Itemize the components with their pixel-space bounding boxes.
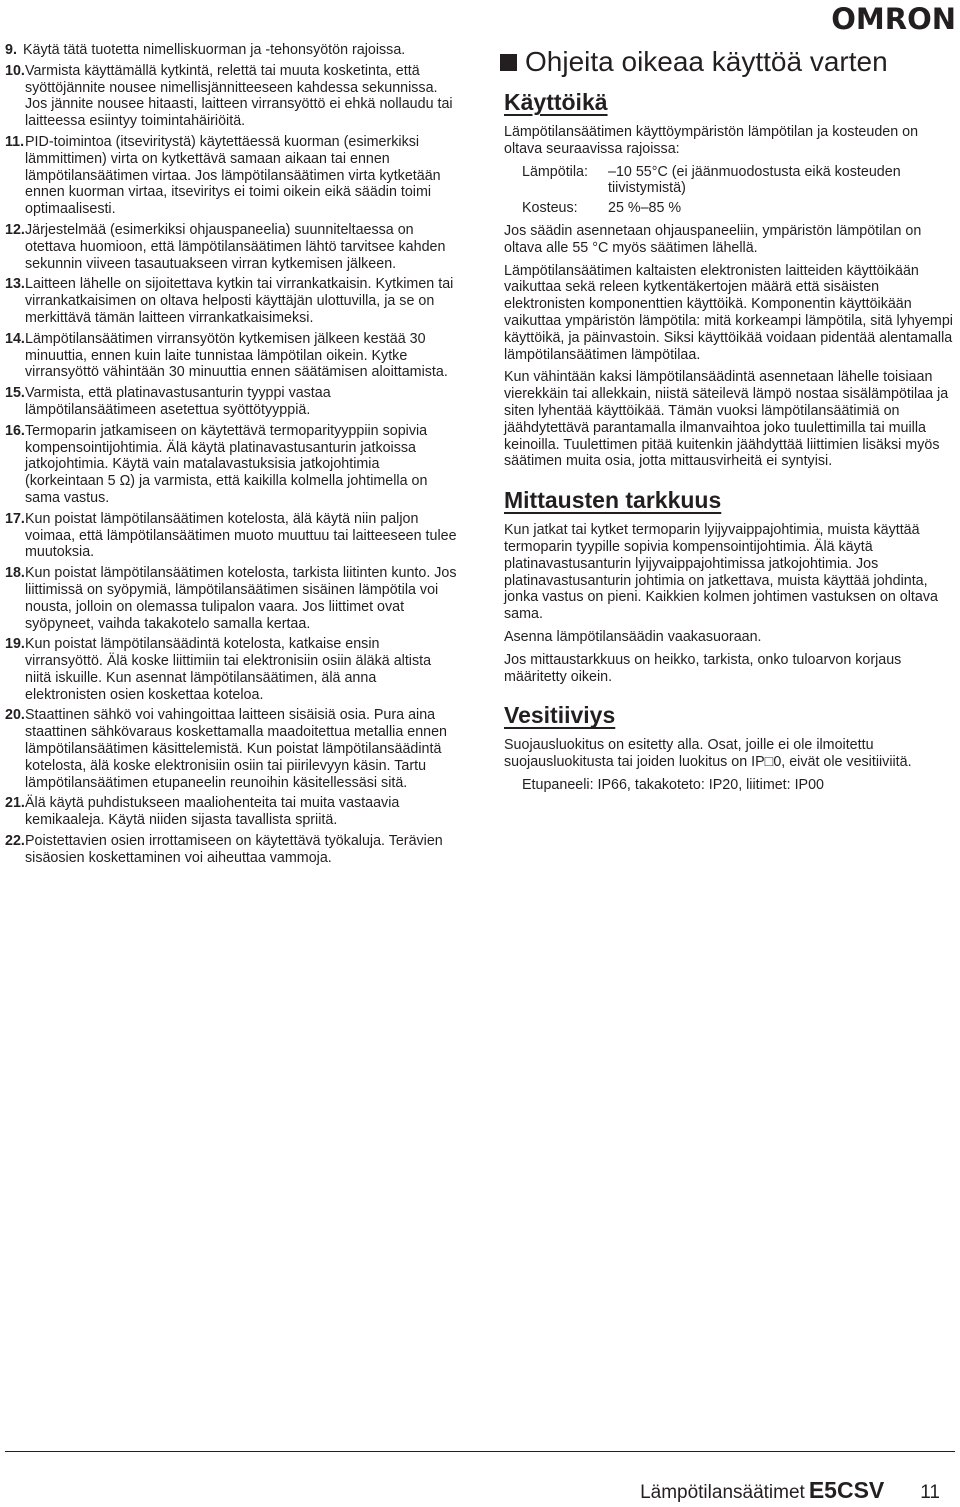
accuracy-paragraph: Jos mittaustarkkuus on heikko, tarkista, onko tuloarvon korjaus määritetty oikein.	[504, 651, 902, 685]
item-number: 20.	[5, 707, 25, 724]
waterproof-ratings: Etupaneeli: IP66, takakoteto: IP20, liitimet: IP00	[522, 776, 825, 793]
item-text: Kun poistat lämpötilansäätimen kotelosta, älä käytä niin paljon voimaa, että lämpötilansäätimen muoto muuttuu tai laitteeseen tulee muutoksia.	[25, 510, 457, 561]
item-text: Poistettavien osien irrottamiseen on käytettävä työkaluja. Terävien sisäosien koskettaminen voi aiheuttaa vammoja.	[25, 833, 443, 866]
main-heading	[500, 46, 959, 78]
accuracy-paragraph: Asenna lämpötilansäädin vaakasuoraan.	[504, 628, 762, 645]
item-text: Termoparin jatkamiseen on käytettävä termoparityyppiin sopivia kompensointijohtimia. Älä käytä platinavastusanturin jatkoissa jatkojohtimia. Käytä vain matalavastuksisia jatkojohtimia (korkeintaan 5 Ω) ja varmista, että kaikilla kolmella johtimella on sama vastus.	[25, 422, 428, 506]
list-item	[5, 331, 460, 381]
item-number: 18.	[5, 565, 25, 582]
item-number: 17.	[5, 510, 25, 527]
list-item	[5, 42, 460, 59]
item-text: Älä käytä puhdistukseen maaliohenteita tai muita vastaavia kemikaaleja. Käytä niiden sijasta tavallista spriitä.	[25, 795, 400, 829]
item-number: 12.	[5, 221, 25, 238]
item-number: 16.	[5, 422, 25, 439]
condition-row	[522, 164, 959, 198]
item-text: Laitteen lähelle on sijoitettava kytkin tai virrankatkaisin. Kytkimen tai virrankatkaisimen on oltava helposti käyttäjän ulottuvilla, ja se on merkittävä tämän laitteen virrankatkaisimeksi.	[25, 276, 454, 326]
item-text: Varmista, että platinavastusanturin tyyppi vastaa lämpötilansäätimeen asetettua syöttötyyppiä.	[25, 385, 331, 418]
list-item	[5, 707, 460, 791]
item-text: Kun poistat lämpötilansäätimen kotelosta, tarkista liitinten kunto. Jos liittimissä on syöpymiä, lämpötilansäätimen sisäinen lämpötila voi nousta, jolloin on olemassa tulipalon vaara. Jos liittimet ovat syöpyneet, vaihda takakotelo samalla kertaa.	[25, 565, 457, 632]
list-item	[5, 134, 460, 218]
footer-divider	[5, 1451, 955, 1452]
lifetime-paragraph: Kun vähintään kaksi lämpötilansäädintä asennetaan lähelle toisiaan vierekkäin tai allekkain, niistä säteilevä lämpö nostaa sisälämpötilaa ja siten lyhentää käyttöikää. Tämän vuoksi lämpötilansäätimiä on jäähdytettävä parantamalla ilmanvaihtoa joko tuulettimilla tai muilla keinoilla. Tuulettimen pitää kuitenkin jäähdyttää liittimien lisäksi myös säätimen muita osia, jotta mittausvirheitä ei syntyisi.	[504, 369, 949, 470]
condition-value: 25 %–85 %	[608, 200, 682, 217]
item-number: 21.	[5, 795, 25, 812]
condition-label: Kosteus:	[522, 200, 578, 217]
list-item	[5, 636, 460, 703]
item-number: 19.	[5, 636, 25, 653]
list-item	[5, 63, 460, 130]
item-text: Käytä tätä tuotetta nimelliskuorman ja -tehonsyötön rajoissa.	[23, 42, 406, 58]
item-text: Lämpötilansäätimen virransyötön kytkemisen jälkeen kestää 30 minuuttia, ennen kuin laite tunnistaa lämpötilan oikein. Kytke virransyöttö vähintään 30 minuuttia ennen säätämisen aloittamista.	[25, 330, 448, 381]
item-text: Staattinen sähkö voi vahingoittaa laitteen sisäisiä osia. Pura aina staattinen sähkövaraus koskettamalla maadoitettua metallia ennen lämpötilansäätimen käsittelemistä. Kun poistat lämpötilansäädintä kotelosta, älä koske elektronisiin osiin tai piirilevyyn käsin. Tartu lämpötilansäätimen etupaneelin reunoihin käsitellessäsi sitä.	[25, 707, 448, 791]
section-heading-lifetime: Käyttöikä	[504, 89, 608, 115]
precautions-list	[5, 42, 460, 871]
lifetime-intro: Lämpötilansäätimen käyttöympäristön lämpötilan ja kosteuden on oltava seuraavissa rajoissa:	[504, 124, 919, 157]
item-number: 14.	[5, 330, 25, 347]
list-item	[5, 276, 460, 326]
waterproof-paragraph: Suojausluokitus on esitetty alla. Osat, joille ei ole ilmoitettu suojausluokitusta tai joiden luokitus on IP□0, eivät ole vesitiiviitä.	[504, 737, 912, 771]
lifetime-paragraph: Jos säädin asennetaan ohjauspaneeliin, ympäristön lämpötilan on oltava alle 55 °C myös säätimen lähellä.	[504, 222, 922, 256]
page-number: 11	[920, 1482, 940, 1503]
section-heading-waterproof: Vesitiiviys	[504, 702, 616, 729]
list-item	[5, 385, 460, 419]
footer-product: E5CSV	[808, 1477, 885, 1503]
item-text: Järjestelmää (esimerkiksi ohjauspaneelia) suunniteltaessa on otettava huomioon, että lämpötilansäätimen lähtö tarvitsee kahden sekunnin viiveen tasautuakseen virran kytkemisen jälkeen.	[25, 221, 446, 272]
list-item	[5, 511, 460, 561]
item-text: Kun poistat lämpötilansäädintä kotelosta, katkaise ensin virransyöttö. Älä koske liittimiin tai elektronisiin osiin äläkä altista niitä iskuille. Kun asennat lämpötilansäätimen, älä anna elektronisten osien koskettaa koteloa.	[25, 636, 432, 703]
footer-label: Lämpötilansäätimet	[640, 1482, 805, 1503]
conditions-table	[522, 164, 959, 217]
main-heading-text: Ohjeita oikeaa käyttöä varten	[525, 46, 888, 77]
usage-instructions	[504, 46, 959, 800]
square-bullet-icon	[500, 54, 517, 71]
item-number: 11.	[5, 133, 25, 150]
lifetime-paragraph: Lämpötilansäätimen kaltaisten elektronisten laitteiden käyttöikään vaikuttaa sekä releen kytkentäkertojen määrä että sisäisten elektronisten komponenttien käyttöikä. Komponentin käyttöikään vaikuttaa ympäristön lämpötila: mitä korkeampi lämpötila, sitä lyhyempi käyttöikä, ja päinvastoin. Siksi käyttöikää voidaan pidentää alentamalla lämpötilansäätimen lämpötilaa.	[504, 262, 953, 363]
footer	[640, 1477, 940, 1504]
section-heading-accuracy: Mittausten tarkkuus	[504, 487, 722, 514]
condition-value: –10 55°C (ei jäänmuodostusta eikä kosteuden tiivistymistä)	[608, 163, 901, 197]
condition-label: Lämpötila:	[522, 163, 588, 180]
item-number: 15.	[5, 385, 25, 402]
list-item	[5, 565, 460, 632]
list-item	[5, 833, 460, 867]
item-number: 13.	[5, 276, 25, 293]
list-item	[5, 795, 460, 829]
item-number: 9.	[5, 42, 17, 58]
list-item	[5, 423, 460, 507]
omron-logo: OMRON	[831, 2, 956, 36]
item-text: PID-toimintoa (itseviritystä) käytettäessä kuorman (esimerkiksi lämmittimen) virta on kytkettävä samaan aikaan tai ennen lämpötilansäätimen virtaa. Jos lämpötilansäätimen virta kytketään ennen kuorman virtaa, itseviritys ei toimi oikein eikä säädin toimi optimaalisesti.	[25, 133, 441, 218]
condition-row	[522, 200, 959, 217]
accuracy-paragraph: Kun jatkat tai kytket termoparin lyijyvaippajohtimia, muista käyttää termoparin tyypille sopivia kompensointijohtimia. Älä käytä platinavastusanturin lyijyvaippajohtimissa jatkojohtimia. Jos platinavastusanturin johtimia on jatkettava, muista käyttää johdinta, jonka vastus on pieni. Kaikkien kolmen johtimen vastuksen on oltava sama.	[504, 522, 938, 623]
list-item	[5, 222, 460, 272]
item-number: 10.	[5, 62, 25, 79]
item-number: 22.	[5, 833, 25, 850]
item-text: Varmista käyttämällä kytkintä, relettä tai muuta kosketinta, että syöttöjännite nousee nimellisjännitteeseen kahdessa sekunnissa. Jos jännite nousee hitaasti, laitteen virransyöttö ei ehkä nollaudu tai laitteessa esiintyy toimintahäiriöitä.	[25, 62, 453, 130]
